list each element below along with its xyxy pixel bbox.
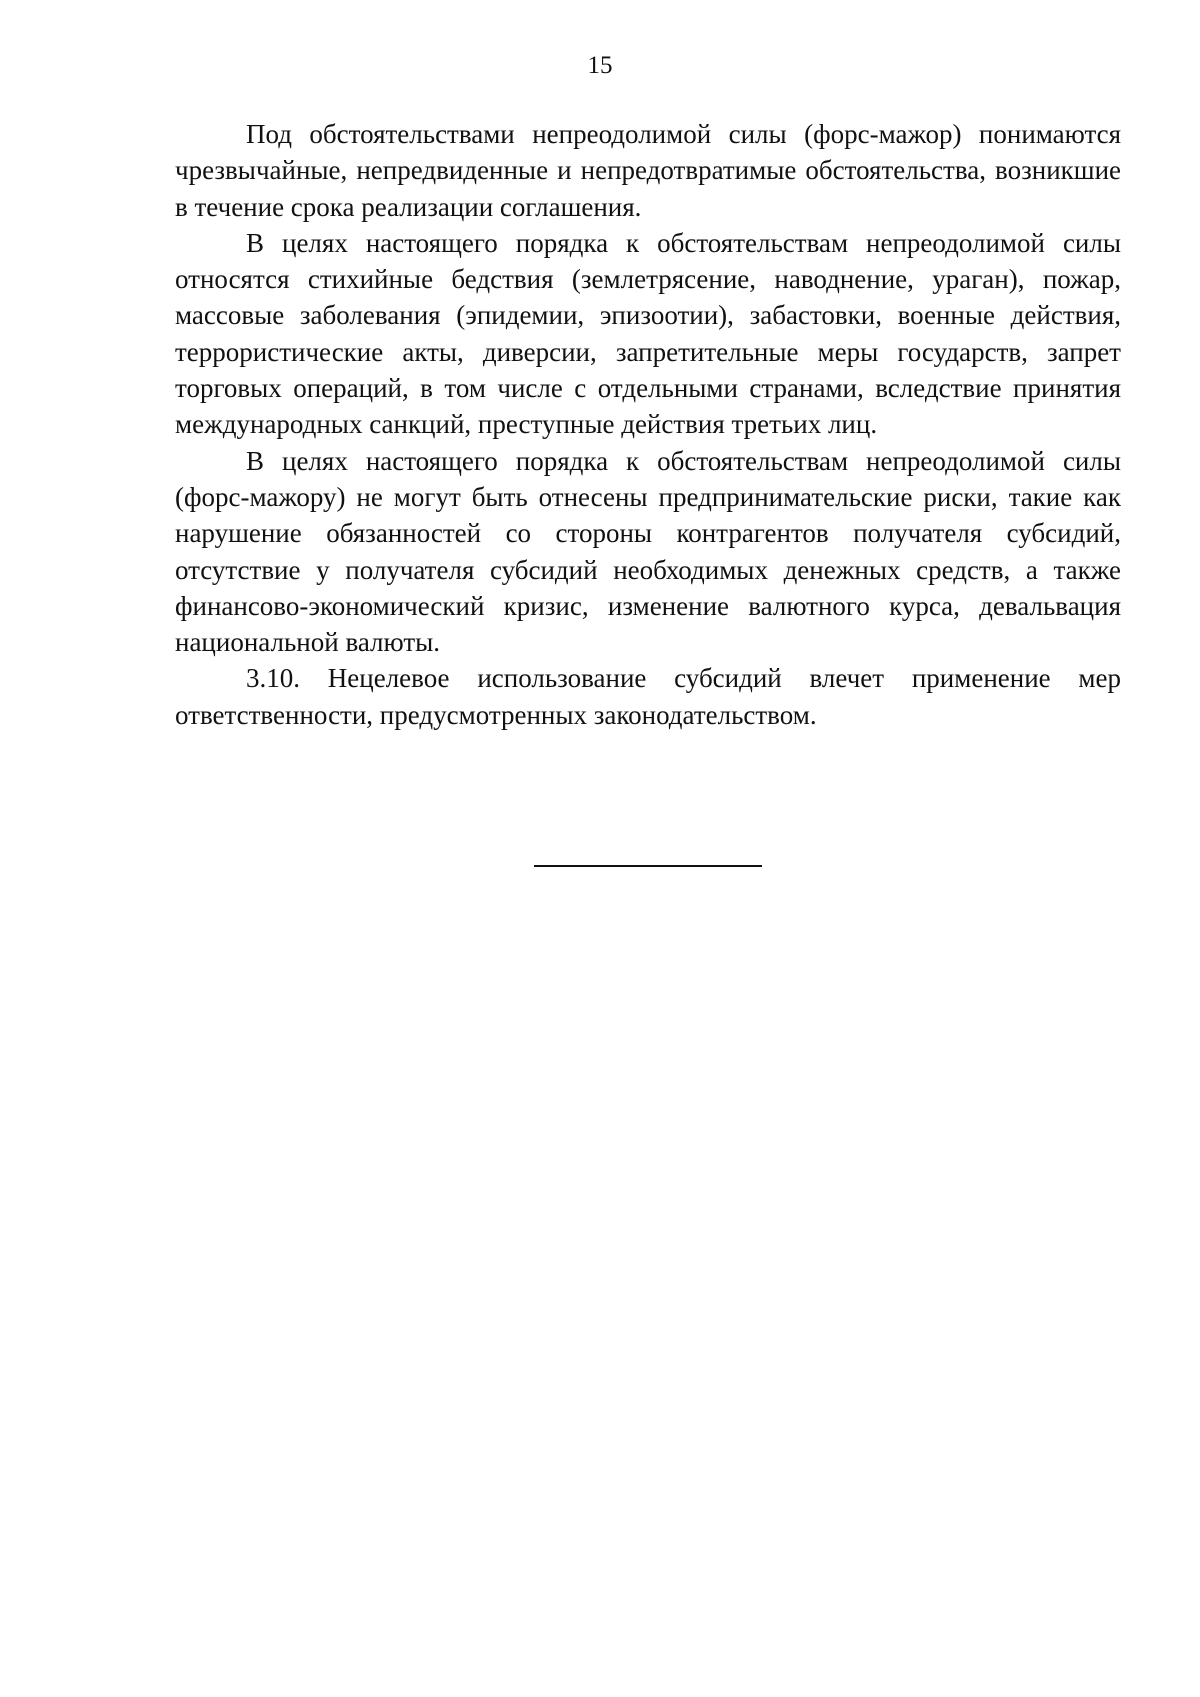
paragraph-force-majeure-definition: Под обстоятельствами непреодолимой силы (форс-мажор) понимаются чрезвычайные, непредвиденные и непредотвратимые обстоятельства, возникшие в течение срока реализации соглашения. [175, 119, 1121, 222]
paragraph-force-majeure-exclusions: В целях настоящего порядка к обстоятельствам непреодолимой силы (форс-мажору) не могут быть отнесены предпринимательские риски, такие как нарушение обязанностей со стороны контрагентов получателя субсидий, отсутствие у получателя субсидий необходимых денежных средств, а также финансово-экономический кризис, изменение валютного курса, девальвация национальной валюты. [175, 445, 1121, 658]
page-number: 15 [587, 52, 613, 79]
document-body [175, 116, 1121, 733]
paragraph-force-majeure-examples: В целях настоящего порядка к обстоятельствам непреодолимой силы относятся стихийные бедствия (землетрясение, наводнение, ураган), пожар, массовые заболевания (эпидемии, эпизоотии), забастовки, военные действия, террористические акты, диверсии, запретительные меры государств, запрет торговых операций, в том числе с отдельными странами, вследствие принятия международных санкций, преступные действия третьих лиц. [175, 227, 1121, 440]
end-separator-line [534, 865, 762, 867]
paragraph-clause-3-10: 3.10. Нецелевое использование субсидий влечет применение мер ответственности, предусмотренных законодательством. [175, 663, 1121, 730]
